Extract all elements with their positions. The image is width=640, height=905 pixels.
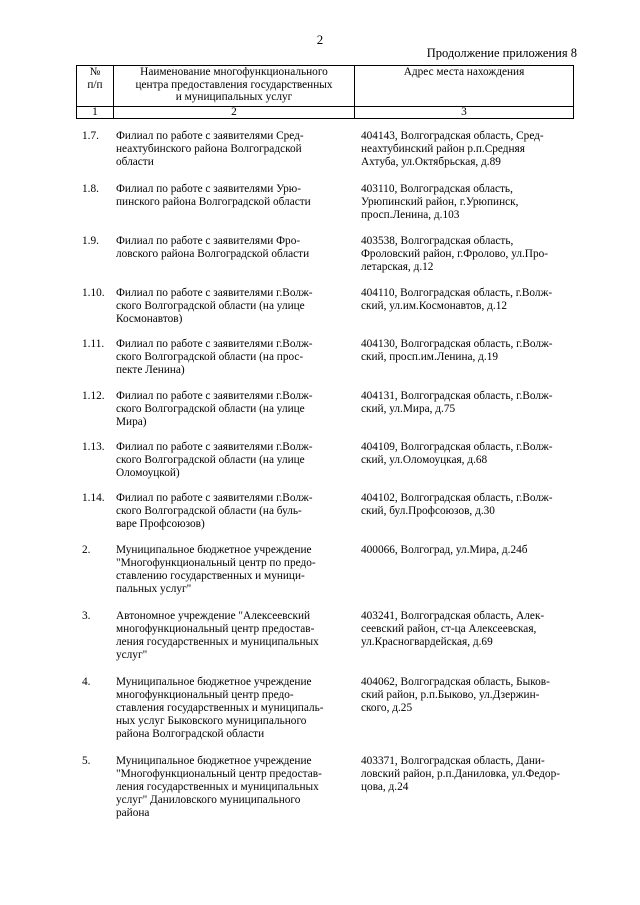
row-address: 404143, Волгоградская область, Сред- неахтубинский район р.п.Средняя Ахтуба, ул.Октябрьская, д.89 — [361, 130, 544, 168]
row-address: 400066, Волгоград, ул.Мира, д.24б — [361, 544, 528, 556]
table-row — [76, 755, 574, 820]
table-row — [76, 676, 574, 741]
row-name: Муниципальное бюджетное учреждение многофункциональный центр предо- ставления государственных и муниципаль- ных услуг Быковского муниципального района Волгоградской области — [116, 676, 324, 740]
table-header — [76, 65, 574, 119]
row-num: 1.12. — [82, 390, 105, 402]
header-num: № п/п — [77, 66, 114, 107]
table-row — [76, 492, 574, 531]
continuation-label: Продолжение приложения 8 — [426, 46, 577, 60]
row-name: Муниципальное бюджетное учреждение "Многофункциональный центр по предо- ставлению государственных и муници- пальных услуг" — [116, 544, 316, 595]
row-name: Филиал по работе с заявителями Сред- неахтубинского района Волгоградской области — [116, 130, 304, 168]
row-name: Филиал по работе с заявителями Урю- пинского района Волгоградской области — [116, 183, 311, 208]
row-address: 403241, Волгоградская область, Алек- сеевский район, ст-ца Алексеевская, ул.Красногвардейская, д.69 — [361, 610, 545, 648]
col-number-1: 1 — [77, 107, 114, 119]
col-number-2: 2 — [114, 107, 355, 119]
row-address: 403538, Волгоградская область, Фроловский район, г.Фролово, ул.Про- летарская, д.12 — [361, 235, 549, 273]
col-number-3: 3 — [355, 107, 574, 119]
row-num: 3. — [82, 610, 91, 622]
table-row — [76, 130, 574, 169]
row-name: Филиал по работе с заявителями г.Волж- ского Волгоградской области (на улице Космонавтов) — [116, 287, 313, 325]
row-address: 404102, Волгоградская область, г.Волж- ский, бул.Профсоюзов, д.30 — [361, 492, 553, 517]
table-row — [76, 235, 574, 274]
row-address: 404130, Волгоградская область, г.Волж- ский, просп.им.Ленина, д.19 — [361, 338, 553, 363]
row-name: Филиал по работе с заявителями г.Волж- ского Волгоградской области (на улице Оломоуцкой) — [116, 441, 313, 479]
row-num: 5. — [82, 755, 91, 767]
header-address: Адрес места нахождения — [355, 66, 574, 107]
row-num: 1.9. — [82, 235, 99, 247]
row-num: 1.10. — [82, 287, 105, 299]
table-row — [76, 338, 574, 377]
row-num: 1.13. — [82, 441, 105, 453]
row-num: 1.11. — [82, 338, 105, 350]
row-address: 403371, Волгоградская область, Дани- ловский район, р.п.Даниловка, ул.Федор- цова, д.24 — [361, 755, 560, 793]
header-name: Наименование многофункционального центра предоставления государственных и муниципальных услуг — [114, 66, 355, 107]
row-num: 1.14. — [82, 492, 105, 504]
row-name: Филиал по работе с заявителями Фро- ловского района Волгоградской области — [116, 235, 310, 260]
row-name: Муниципальное бюджетное учреждение "Многофункциональный центр предостав- ления государственных и муниципальных услуг" Даниловского муниципального района — [116, 755, 322, 819]
table-row — [76, 544, 574, 596]
table-row — [76, 390, 574, 429]
table-row — [76, 287, 574, 326]
table-row — [76, 441, 574, 480]
row-name: Филиал по работе с заявителями г.Волж- ского Волгоградской области (на прос- пекте Ленина) — [116, 338, 313, 376]
row-num: 2. — [82, 544, 91, 556]
row-address: 404110, Волгоградская область, г.Волж- ский, ул.им.Космонавтов, д.12 — [361, 287, 553, 312]
table-row — [76, 183, 574, 222]
page-number: 2 — [316, 32, 324, 47]
row-name: Филиал по работе с заявителями г.Волж- ского Волгоградской области (на улице Мира) — [116, 390, 313, 428]
row-address: 403110, Волгоградская область, Урюпинский район, г.Урюпинск, просп.Ленина, д.103 — [361, 183, 519, 221]
row-num: 1.8. — [82, 183, 99, 195]
row-num: 4. — [82, 676, 91, 688]
table-row — [76, 610, 574, 662]
row-address: 404062, Волгоградская область, Быков- ский район, р.п.Быково, ул.Дзержин- ского, д.25 — [361, 676, 550, 714]
row-num: 1.7. — [82, 130, 99, 142]
row-address: 404109, Волгоградская область, г.Волж- ский, ул.Оломоуцкая, д.68 — [361, 441, 553, 466]
row-address: 404131, Волгоградская область, г.Волж- ский, ул.Мира, д.75 — [361, 390, 553, 415]
row-name: Филиал по работе с заявителями г.Волж- ского Волгоградской области (на буль- варе Профсоюзов) — [116, 492, 313, 530]
row-name: Автономное учреждение "Алексеевский многофункциональный центр предостав- ления государственных и муниципальных услуг" — [116, 610, 319, 661]
